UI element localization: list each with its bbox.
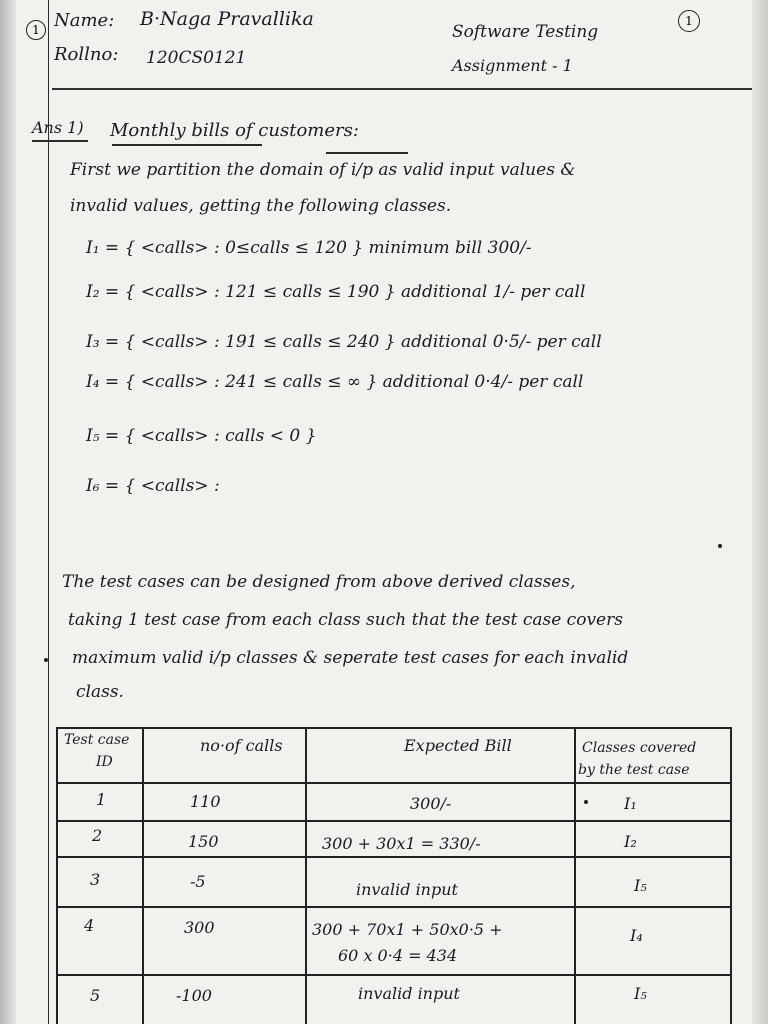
row3-id: 3	[90, 870, 101, 889]
table-col-line-1	[142, 727, 144, 1024]
row5-bill: invalid input	[358, 984, 460, 1003]
page-number-badge-right: 1	[678, 10, 700, 32]
assignment-title: Assignment - 1	[452, 56, 573, 75]
row1-classes: I₁	[624, 794, 637, 813]
row4-bill-line-2: 60 x 0·4 = 434	[338, 946, 458, 965]
table-col-line-3	[574, 727, 576, 1024]
ink-dot	[718, 544, 722, 548]
class-i4: I₄ = { <calls> : 241 ≤ calls ≤ ∞ } additional 0·4/- per call	[86, 372, 584, 392]
row3-bill: invalid input	[356, 880, 458, 899]
row1-id: 1	[96, 790, 107, 809]
row4-calls: 300	[184, 918, 215, 937]
class-i1: I₁ = { <calls> : 0≤calls ≤ 120 } minimum bill 300/-	[86, 238, 532, 258]
row1-calls: 110	[190, 792, 221, 811]
row1-dot	[584, 800, 588, 804]
table-line-row4	[56, 974, 732, 976]
header-no-of-calls: no·of calls	[200, 736, 283, 755]
class-i2: I₂ = { <calls> : 121 ≤ calls ≤ 190 } additional 1/- per call	[86, 282, 586, 302]
table-line-row1	[56, 820, 732, 822]
row3-classes: I₅	[634, 876, 647, 895]
row2-bill: 300 + 30x1 = 330/-	[322, 834, 481, 853]
name-label: Name:	[54, 10, 115, 31]
table-line-top	[56, 727, 732, 729]
margin-line	[48, 0, 49, 1024]
table-col-line-4	[730, 727, 732, 1024]
row1-bill: 300/-	[410, 794, 452, 813]
page-edge-right	[752, 0, 768, 1024]
answer-label-underline	[32, 140, 88, 142]
heading-underline-2	[326, 152, 408, 154]
paragraph-line-3: maximum valid i/p classes & seperate test cases for each invalid	[72, 648, 629, 668]
table-line-row3	[56, 906, 732, 908]
row5-classes: I₅	[634, 984, 647, 1003]
answer-label: Ans 1)	[32, 118, 84, 137]
table-col-line-2	[305, 727, 307, 1024]
paragraph-line-2: taking 1 test case from each class such that the test case covers	[68, 610, 623, 630]
row5-id: 5	[90, 986, 101, 1005]
intro-line-2: invalid values, getting the following classes.	[70, 196, 452, 216]
header-rule	[52, 88, 752, 90]
paragraph-line-4: class.	[76, 682, 124, 702]
heading-underline	[112, 144, 262, 146]
row4-classes: I₄	[630, 926, 643, 945]
page-number-badge-left: 1	[26, 20, 46, 40]
row4-id: 4	[84, 916, 95, 935]
table-line-header	[56, 782, 732, 784]
table-line-row2	[56, 856, 732, 858]
intro-line-1: First we partition the domain of i/p as valid input values &	[70, 160, 576, 180]
header-classes-covered-1: Classes covered	[582, 740, 697, 756]
subject-title: Software Testing	[452, 22, 599, 42]
header-expected-bill: Expected Bill	[404, 736, 512, 755]
row2-classes: I₂	[624, 832, 637, 851]
header-classes-covered-2: by the test case	[578, 762, 690, 778]
row3-calls: -5	[190, 872, 206, 891]
rollno-value: 120CS0121	[146, 48, 247, 68]
class-i6: I₆ = { <calls> :	[86, 476, 220, 496]
class-i5: I₅ = { <calls> : calls < 0 }	[86, 426, 317, 446]
class-i3: I₃ = { <calls> : 191 ≤ calls ≤ 240 } additional 0·5/- per call	[86, 332, 602, 352]
row5-calls: -100	[176, 986, 212, 1005]
row2-id: 2	[92, 826, 103, 845]
row4-bill-line-1: 300 + 70x1 + 50x0·5 +	[312, 920, 503, 939]
header-testcase-id-1: Test case	[64, 732, 130, 748]
table-col-line-0	[56, 727, 58, 1024]
name-value: B·Naga Pravallika	[140, 8, 314, 30]
bullet-dot	[44, 658, 48, 662]
paragraph-line-1: The test cases can be designed from above derived classes,	[62, 572, 576, 592]
row2-calls: 150	[188, 832, 219, 851]
header-testcase-id-2: ID	[96, 754, 113, 770]
answer-heading: Monthly bills of customers:	[110, 120, 359, 141]
page-edge-left	[0, 0, 16, 1024]
rollno-label: Rollno:	[54, 44, 119, 65]
